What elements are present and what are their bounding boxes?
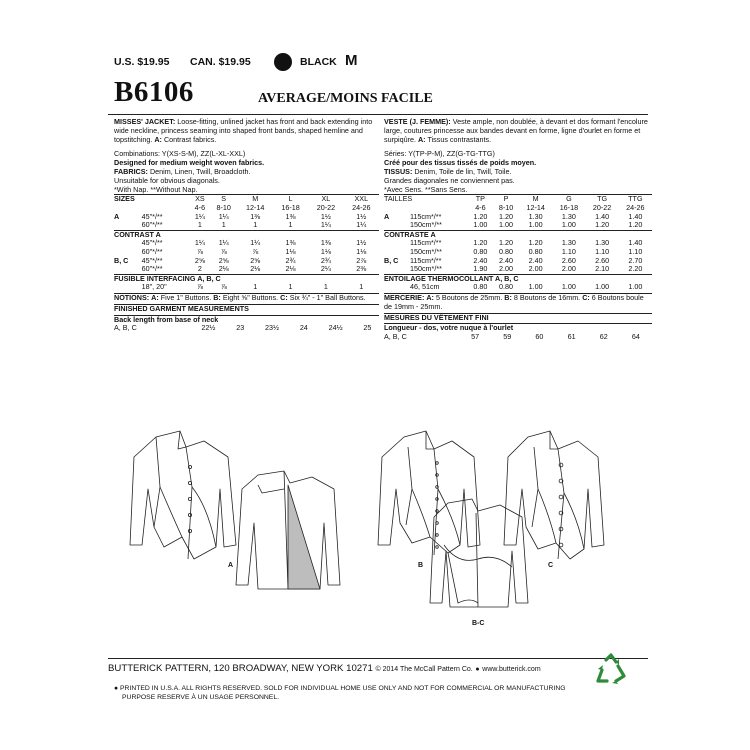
- yardage-cell: 1.00: [595, 282, 610, 292]
- yardage-cell: 2⅛: [250, 264, 261, 274]
- notions-b: Eight ⅝" Buttons.: [222, 292, 279, 302]
- yardage-cell: 2⅝: [218, 255, 229, 265]
- size-cell: L: [273, 195, 308, 204]
- view-label-cell: [114, 221, 142, 230]
- yardage-cell: 1.00: [561, 220, 576, 230]
- notions-c-fr: 6 Boutons boule de 19mm - 25mm.: [384, 292, 644, 311]
- back-length-label-fr: Longueur - dos, votre nuque à l'ourlet: [384, 323, 514, 333]
- fabric-width-cell: 150cm*/**: [409, 264, 442, 274]
- sizes-label: SIZES: [114, 195, 190, 204]
- difficulty-level: AVERAGE/MOINS FACILE: [258, 91, 433, 106]
- size-number-cell: 24-26: [352, 202, 371, 212]
- sizes-label-fr: TAILLES: [384, 195, 468, 204]
- description-title-fr: VESTE (J. FEMME):: [384, 117, 451, 126]
- yardage-row: [114, 221, 379, 230]
- yardage-cell: 2: [197, 264, 202, 274]
- yardage-cell: 1¼: [194, 238, 205, 248]
- view-a-note: Contrast fabrics.: [163, 134, 217, 144]
- yardage-cell: 2⅝: [194, 255, 205, 265]
- french-notice: PURPOSE RESERVE À UN USAGE PERSONNEL.: [122, 694, 280, 701]
- yardage-cell: 1.20: [499, 211, 514, 221]
- back-length-table-fr: [384, 333, 652, 342]
- yardage-cell: 1: [359, 282, 364, 292]
- yardage-cell: ⅞: [220, 246, 227, 256]
- size-number-cell: 4-6: [194, 202, 206, 212]
- yardage-cell: 1.00: [628, 282, 643, 292]
- yardage-cell: 2.40: [473, 255, 488, 265]
- yardage-cell: 1.30: [561, 211, 576, 221]
- combinations: Combinations: Y(XS-S-M), ZZ(L-XL-XXL): [114, 149, 246, 159]
- size-cell: TP: [468, 195, 493, 204]
- copyright: © 2014 The McCall Pattern Co.: [375, 666, 473, 673]
- back-length-cell: 24½: [328, 323, 343, 333]
- back-length-cell: 23: [236, 323, 245, 333]
- company-address: BUTTERICK PATTERN, 120 BROADWAY, NEW YORK 10271: [108, 663, 373, 674]
- printed-line: PRINTED IN U.S.A. ALL RIGHTS RESERVED. SOLD FOR INDIVIDUAL HOME USE ONLY AND NOT FOR COMMERCIAL OR MANUFACTURING: [120, 685, 566, 692]
- notions-b-tag-fr: B:: [504, 292, 512, 302]
- yardage-cell: 2¾: [285, 255, 296, 265]
- view-label-cell: [384, 239, 410, 248]
- back-length-cell: 60: [535, 332, 544, 342]
- size-number-cell: 20-22: [592, 202, 612, 212]
- yardage-cell: 1: [197, 220, 202, 230]
- yardage-cell: ⅞: [196, 246, 203, 256]
- yardage-cell: ⅞: [252, 246, 259, 256]
- yardage-cell: 1½: [320, 211, 331, 221]
- price-can: CAN. $19.95: [190, 56, 251, 68]
- contrast-label-fr: CONTRASTE A: [384, 230, 652, 239]
- legal-notice: ● PRINTED IN U.S.A. ALL RIGHTS RESERVED. SOLD FOR INDIVIDUAL HOME USE ONLY AND NOT FOR COMMERCIAL OR MANUFACTURING PURPOSE RESERVE À UN USAGE PERSONNEL.: [114, 684, 594, 702]
- view-label-cell: [114, 265, 142, 274]
- price-us: U.S. $19.95: [114, 56, 170, 68]
- fabrics-label: FABRICS:: [114, 166, 148, 176]
- view-a-tag: A:: [154, 134, 162, 144]
- back-length-cell: 64: [631, 332, 640, 342]
- yardage-cell: 1.30: [561, 238, 576, 248]
- view-a-tag-fr: A:: [417, 134, 426, 144]
- finished-measurements-label: FINISHED GARMENT MEASUREMENTS: [114, 303, 249, 313]
- notions-b-fr: 8 Boutons de 16mm.: [513, 292, 581, 302]
- notions-a: Five 1" Buttons.: [160, 292, 212, 302]
- yardage-cell: 1.40: [628, 211, 643, 221]
- interfacing-label: FUSIBLE INTERFACING A, B, C: [114, 274, 379, 283]
- size-cell: G: [552, 195, 585, 204]
- fabric-width-cell: 150cm*/**: [409, 220, 442, 230]
- description-fr: [384, 118, 652, 144]
- view-a-note-fr: Tissus contrastants.: [427, 134, 492, 144]
- yardage-cell: 1.30: [595, 238, 610, 248]
- view-bc-back-drawing: [430, 499, 528, 607]
- notions-c: Six ¾" - 1" Ball Buttons.: [289, 292, 366, 302]
- yardage-cell: 1: [288, 282, 293, 292]
- yardage-cell: 1.10: [595, 246, 610, 256]
- notions-c-tag: C:: [280, 292, 288, 302]
- yardage-cell: 1¼: [320, 220, 331, 230]
- fabric-width-cell: 60"*/**: [141, 264, 163, 274]
- yardage-cell: 2.00: [561, 264, 576, 274]
- yardage-table: [114, 194, 379, 292]
- view-c-label: C: [548, 562, 554, 569]
- fabric-width-cell: 18", 20": [141, 282, 167, 292]
- fabric-width-cell: 45"*/**: [141, 238, 163, 248]
- notions-label: NOTIONS:: [114, 292, 150, 302]
- back-length-cell: 62: [599, 332, 608, 342]
- interfacing-label-fr: ENTOILAGE THERMOCOLLANT A, B, C: [384, 274, 652, 283]
- yardage-cell: 1¼: [250, 238, 261, 248]
- back-length-table: [114, 324, 379, 333]
- footer-rule: [108, 658, 648, 659]
- yardage-cell: 1⅜: [285, 211, 296, 221]
- yardage-cell: 1.10: [561, 246, 576, 256]
- recycle-icon: [594, 652, 628, 686]
- yardage-cell: 2.00: [528, 264, 543, 274]
- yardage-cell: 2.00: [499, 264, 514, 274]
- notions-c-tag-fr: C:: [582, 292, 590, 302]
- french-column: [384, 118, 652, 342]
- yardage-cell: 2⅜: [356, 264, 367, 274]
- yardage-cell: ⅞: [196, 282, 203, 292]
- yardage-cell: 1: [253, 282, 258, 292]
- yardage-cell: 2.60: [561, 255, 576, 265]
- yardage-cell: 2.40: [528, 255, 543, 265]
- yardage-cell: 1.20: [473, 211, 488, 221]
- view-b-front-drawing: [378, 431, 480, 555]
- yardage-cell: 1⅜: [285, 238, 296, 248]
- nap-note: *With Nap. **Without Nap.: [114, 184, 198, 194]
- pattern-envelope-back: [108, 52, 648, 702]
- back-length-cell: 23½: [265, 323, 280, 333]
- yardage-cell: 1: [221, 220, 226, 230]
- yardage-cell: 1.20: [528, 238, 543, 248]
- yardage-row: [384, 265, 652, 274]
- notions-a-tag: A:: [151, 292, 159, 302]
- yardage-cell: 0.80: [528, 246, 543, 256]
- fabric-width-cell: 46, 51cm: [409, 282, 440, 292]
- back-length-views-fr: A, B, C: [384, 332, 407, 342]
- yardage-cell: 1: [323, 282, 328, 292]
- view-label-cell: B, C: [384, 255, 399, 265]
- designed-for: Designed for medium weight woven fabrics.: [114, 158, 265, 168]
- publisher-line: BUTTERICK PATTERN, 120 BROADWAY, NEW YORK 10271 © 2014 The McCall Pattern Co. ● www.butterick.com: [108, 663, 541, 674]
- yardage-cell: 2.70: [628, 255, 643, 265]
- yardage-cell: 1.20: [628, 220, 643, 230]
- view-c-front-drawing: [504, 431, 604, 559]
- fabric-width-cell: 115cm*/**: [409, 255, 442, 265]
- envelope-color: BLACK: [300, 56, 337, 68]
- yardage-cell: 1¼: [356, 220, 367, 230]
- yardage-cell: 2⅞: [356, 255, 367, 265]
- description-title: MISSES' JACKET:: [114, 117, 176, 126]
- description-body: Loose-fitting, unlined jacket has front and back extending into wide neckline, princess seaming into shaped front bands, shaped hemline and topstitching.: [114, 117, 373, 144]
- yardage-cell: 0.80: [499, 246, 514, 256]
- yardage-cell: 0.80: [473, 246, 488, 256]
- size-number-cell: 24-26: [626, 202, 645, 212]
- yardage-cell: 1.00: [528, 220, 543, 230]
- metrage-table: [384, 194, 652, 292]
- view-label-cell: [114, 239, 142, 248]
- yardage-cell: 1¼: [194, 211, 205, 221]
- back-length-cell: 61: [567, 332, 576, 342]
- yardage-cell: 1.40: [628, 238, 643, 248]
- size-number-cell: 8-10: [216, 202, 231, 212]
- size-letter-row-fr: [384, 195, 652, 204]
- yardage-cell: 2.10: [595, 264, 610, 274]
- size-cell: XL: [308, 195, 343, 204]
- header-rule: [108, 114, 648, 115]
- unsuitable-note: Unsuitable for obvious diagonals.: [114, 175, 220, 185]
- size-cell: TTG: [619, 195, 652, 204]
- size-cell: P: [493, 195, 519, 204]
- fabrics-label-fr: TISSUS:: [384, 166, 413, 176]
- size-cell: XXL: [344, 195, 379, 204]
- yardage-cell: 2.60: [595, 255, 610, 265]
- notions-b-tag: B:: [213, 292, 221, 302]
- back-length-cell: 59: [503, 332, 512, 342]
- contrast-label: CONTRAST A: [114, 230, 379, 239]
- description: [114, 118, 379, 144]
- yardage-cell: 1.20: [473, 238, 488, 248]
- yardage-cell: 1¼: [218, 238, 229, 248]
- finished-measurements-label-fr: MESURES DU VÊTEMENT FINI: [384, 312, 489, 322]
- fabric-width-cell: 45"*/**: [141, 211, 163, 221]
- size-number-cell: 12-14: [526, 202, 545, 212]
- size-cell: M: [519, 195, 552, 204]
- size-number-cell: 8-10: [498, 202, 514, 212]
- size-cell: S: [210, 195, 238, 204]
- fabric-width-cell: 150cm*/**: [409, 246, 442, 256]
- technical-drawings: [108, 427, 648, 642]
- view-label-cell: [384, 221, 410, 230]
- fabric-width-cell: 60"*/**: [141, 220, 163, 230]
- fabric-width-cell: 45"*/**: [141, 255, 163, 265]
- designed-for-fr: Créé pour des tissus tissés de poids moyen.: [384, 158, 537, 168]
- yardage-cell: 1.00: [499, 220, 514, 230]
- back-length-cell: 24: [299, 323, 308, 333]
- view-label-cell: A: [114, 211, 120, 221]
- back-length-label: Back length from base of neck: [114, 314, 219, 324]
- size-cell: XS: [190, 195, 210, 204]
- view-a-label: A: [228, 562, 234, 569]
- view-label-cell: [114, 283, 142, 292]
- notions-a-fr: 5 Boutons de 25mm.: [435, 292, 503, 302]
- notions: [114, 294, 379, 303]
- yardage-cell: 1.10: [628, 246, 643, 256]
- color-dot-icon: [274, 53, 292, 71]
- yardage-cell: 1: [253, 220, 258, 230]
- size-number-cell: 4-6: [475, 202, 486, 212]
- yardage-cell: 1: [288, 220, 293, 230]
- view-a-front-drawing: [130, 431, 236, 559]
- combinations-fr: Séries: Y(TP-P-M), ZZ(G-TG-TTG): [384, 149, 495, 159]
- yardage-cell: 2⅛: [218, 264, 229, 274]
- unsuitable-note-fr: Grandes diagonales ne conviennent pas.: [384, 175, 515, 185]
- yardage-row: [384, 221, 652, 230]
- yardage-cell: 1⅛: [356, 246, 367, 256]
- view-label-cell: B, C: [114, 255, 129, 265]
- fabric-width-cell: 115cm*/**: [409, 211, 442, 221]
- view-label-cell: A: [384, 211, 390, 221]
- view-label-cell: [384, 265, 410, 274]
- yardage-cell: 1½: [356, 211, 367, 221]
- size-number-cell: 16-18: [281, 202, 300, 212]
- yardage-cell: 2⅛: [285, 264, 296, 274]
- yardage-row: [114, 283, 379, 292]
- yardage-row: [384, 283, 652, 292]
- fabrics-list: Denim, Linen, Twill, Broadcloth.: [149, 166, 251, 176]
- yardage-cell: 1⅜: [320, 238, 331, 248]
- fabric-width-cell: 60"*/**: [141, 246, 163, 256]
- yardage-cell: 1¼: [218, 211, 229, 221]
- yardage-cell: 1.30: [528, 211, 543, 221]
- view-bc-label: B-C: [472, 620, 485, 627]
- description-body-fr: Veste ample, non doublée, à devant et dos formant l'encolure large, coutures princesse aux bandes devant en forme, ligne d'ourlet en forme et surpiqûre.: [384, 117, 648, 144]
- notions-fr: [384, 294, 652, 312]
- yardage-cell: 1.00: [528, 282, 543, 292]
- yardage-cell: 2¼: [320, 264, 331, 274]
- yardage-cell: 1⅛: [320, 246, 331, 256]
- notions-label-fr: MERCERIE:: [384, 292, 425, 302]
- size-number-cell: 16-18: [559, 202, 579, 212]
- website-link[interactable]: www.butterick.com: [482, 666, 541, 673]
- yardage-cell: 2.20: [628, 264, 643, 274]
- view-label-cell: [384, 283, 410, 292]
- yardage-cell: 1.40: [595, 211, 610, 221]
- size-cell: TG: [586, 195, 619, 204]
- back-length-cell: 57: [471, 332, 480, 342]
- price-line: [108, 52, 388, 74]
- yardage-cell: 1.90: [473, 264, 488, 274]
- english-column: [114, 118, 379, 333]
- yardage-cell: 1.20: [595, 220, 610, 230]
- yardage-cell: 1⅜: [250, 211, 261, 221]
- yardage-cell: 0.80: [473, 282, 488, 292]
- fabrics-list-fr: Denim, Toile de lin, Twill, Toile.: [414, 166, 512, 176]
- back-length-cell: 22½: [201, 323, 216, 333]
- yardage-cell: ⅞: [220, 282, 227, 292]
- size-number-cell: 20-22: [316, 202, 336, 212]
- yardage-cell: 1½: [356, 238, 367, 248]
- size-cell: M: [238, 195, 273, 204]
- fabric-width-cell: 115cm*/**: [409, 238, 442, 248]
- yardage-cell: 1.00: [473, 220, 488, 230]
- yardage-cell: 1.00: [561, 282, 576, 292]
- yardage-cell: 2.40: [499, 255, 514, 265]
- nap-note-fr: *Avec Sens. **Sans Sens.: [384, 184, 468, 194]
- view-a-back-drawing: [236, 471, 340, 589]
- view-b-label: B: [418, 562, 424, 569]
- back-length-views: A, B, C: [114, 323, 137, 333]
- yardage-row: [114, 265, 379, 274]
- yardage-cell: 2¾: [320, 255, 331, 265]
- size-number-cell: 12-14: [246, 202, 265, 212]
- yardage-cell: 2⅝: [250, 255, 261, 265]
- yardage-cell: 1⅛: [285, 246, 296, 256]
- yardage-cell: 1.20: [499, 238, 514, 248]
- notions-a-tag-fr: A:: [426, 292, 434, 302]
- back-length-cell: 25: [363, 323, 372, 333]
- yardage-cell: 0.80: [499, 282, 514, 292]
- size-code: M: [345, 52, 358, 69]
- pattern-number: B6106: [114, 76, 194, 108]
